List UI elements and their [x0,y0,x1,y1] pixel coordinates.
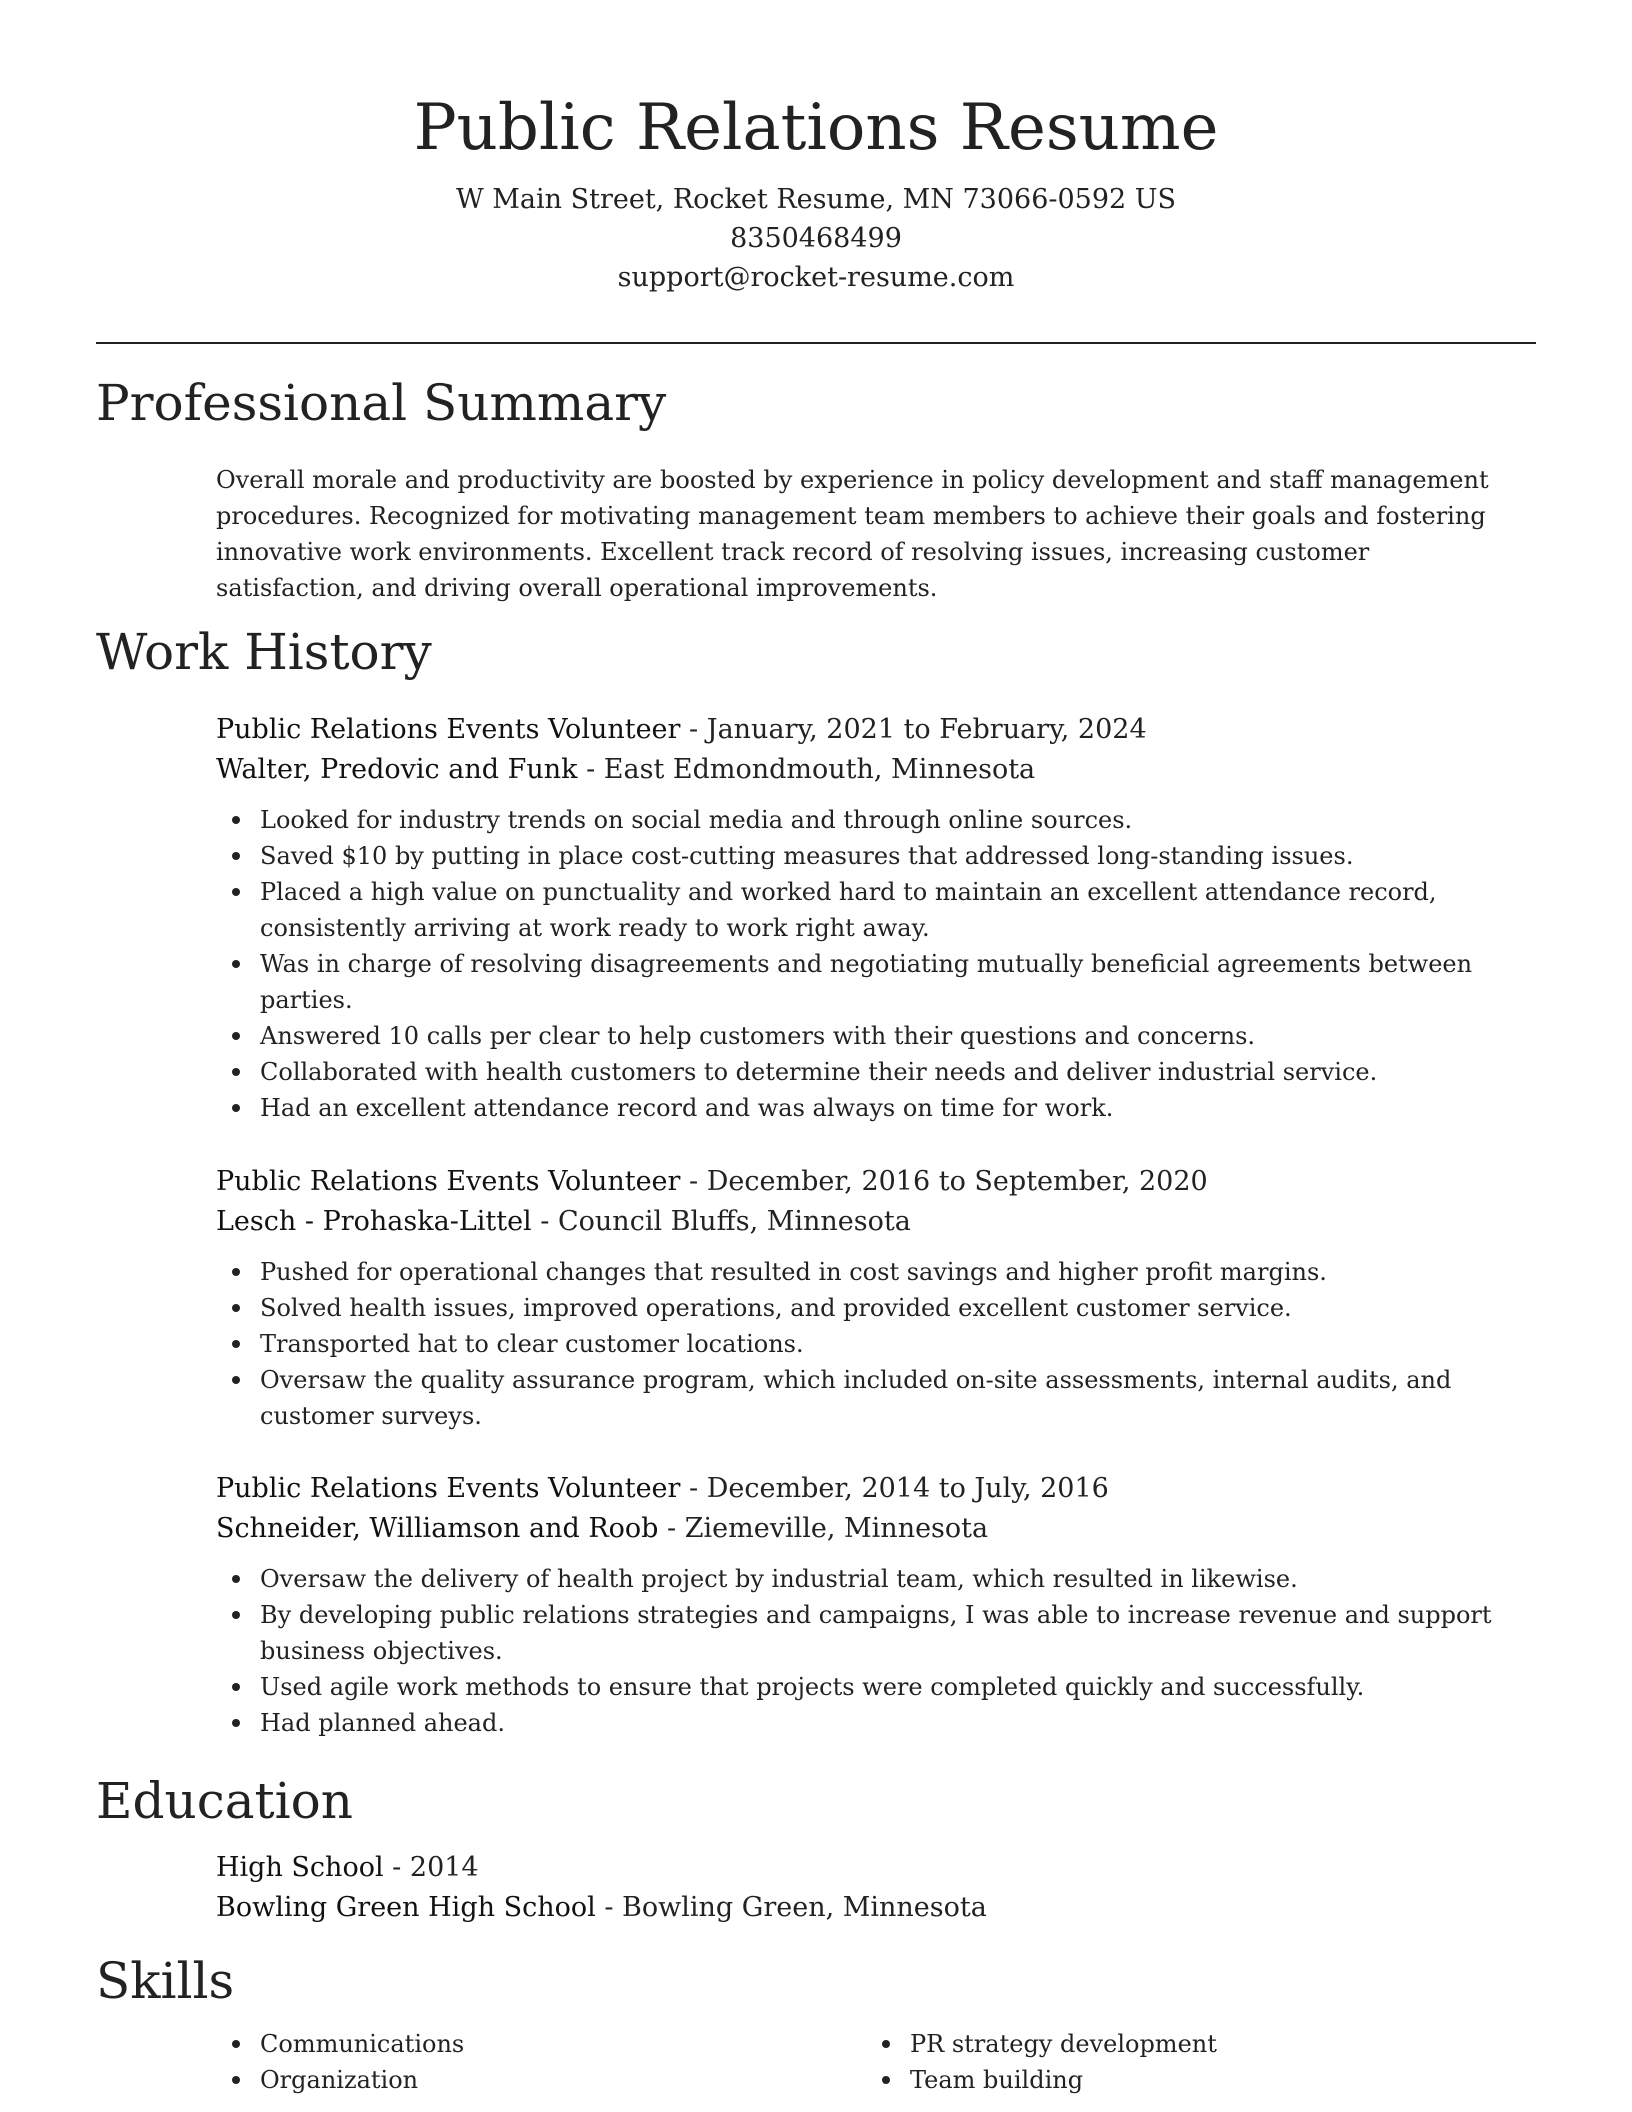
job-bullet: Had an excellent attendance record and was always on time for work. [260,1090,1546,1126]
job-bullet: Answered 10 calls per clear to help customers with their questions and concerns. [260,1018,1546,1054]
job-separator: - [658,1513,685,1544]
job-bullet: Oversaw the delivery of health project by industrial team, which resulted in likewise. [260,1561,1546,1597]
job-title: Public Relations Events Volunteer [216,1166,681,1197]
work-history-heading: Work History [96,623,432,681]
education-school: Bowling Green High School [216,1892,596,1923]
skill-item: Communications [260,2026,464,2062]
job-bullet: Collaborated with health customers to determine their needs and deliver industrial service. [260,1054,1546,1090]
education-school-line [216,1888,1546,1928]
job-bullet: Transported hat to clear customer locations. [260,1326,1546,1362]
job-company-line [216,750,1546,790]
job-bullet: Saved $10 by putting in place cost-cutting measures that addressed long-standing issues. [260,838,1546,874]
job-entry [216,710,1546,1126]
job-bullet: Solved health issues, improved operations, and provided excellent customer service. [260,1290,1546,1326]
education-entry [216,1848,1546,1928]
job-company: Schneider, Williamson and Roob [216,1513,659,1544]
job-title-line [216,1469,1546,1509]
contact-phone: 8350468499 [730,223,902,254]
job-dates: December, 2014 to July, 2016 [706,1473,1109,1504]
education-location: Bowling Green, Minnesota [622,1892,987,1923]
job-separator: - [680,1473,707,1504]
page-title: Public Relations Resume [413,91,1219,165]
job-bullet: Used agile work methods to ensure that projects were completed quickly and successfully. [260,1669,1546,1705]
skill-item: PR strategy development [910,2026,1217,2062]
contact-address: W Main Street, Rocket Resume, MN 73066-0592 US [455,184,1177,215]
summary-heading: Professional Summary [96,374,667,432]
job-bullet: Looked for industry trends on social media and through online sources. [260,802,1546,838]
skills-column-left [216,2026,464,2098]
job-bullet-list [216,1254,1546,1434]
job-bullet: Oversaw the quality assurance program, which included on-site assessments, internal audits, and customer surveys. [260,1362,1546,1434]
job-bullet: Had planned ahead. [260,1705,1546,1741]
education-separator: - [383,1852,410,1883]
skill-item: Team building [910,2062,1217,2098]
job-separator: - [531,1206,558,1237]
job-bullet: Pushed for operational changes that resulted in cost savings and higher profit margins. [260,1254,1546,1290]
job-separator: - [680,714,707,745]
job-company-line [216,1202,1546,1242]
education-degree: High School [216,1852,384,1883]
job-bullet: Placed a high value on punctuality and worked hard to maintain an excellent attendance record, consistently arriving at work ready to work right away. [260,874,1546,946]
job-title: Public Relations Events Volunteer [216,714,681,745]
job-bullet-list [216,1561,1546,1741]
job-company: Walter, Predovic and Funk [216,754,578,785]
job-bullet: Was in charge of resolving disagreements and negotiating mutually beneficial agreements between parties. [260,946,1546,1018]
summary-text: Overall morale and productivity are boosted by experience in policy development and staff management procedures. Recognized for motivating management team members to achieve their goals and fostering innovative work environments. Excellent track record of resolving issues, increasing customer satisfaction, and driving overall operational improvements. [216,466,1489,602]
job-dates: January, 2021 to February, 2024 [706,714,1147,745]
job-location: Ziemeville, Minnesota [684,1513,989,1544]
skills-column-right [866,2026,1217,2098]
job-title-line [216,710,1546,750]
job-title-line [216,1162,1546,1202]
job-entry [216,1162,1546,1434]
education-heading: Education [96,1772,353,1830]
job-title: Public Relations Events Volunteer [216,1473,681,1504]
resume-header [96,80,1536,297]
job-separator: - [577,754,604,785]
education-separator: - [595,1892,623,1923]
job-company: Lesch - Prohaska-Littel [216,1206,532,1237]
job-dates: December, 2016 to September, 2020 [706,1166,1208,1197]
job-company-line [216,1509,1546,1549]
skills-heading: Skills [96,1952,235,2010]
job-separator: - [680,1166,707,1197]
contact-email: support@rocket-resume.com [617,262,1015,293]
job-location: Council Bluffs, Minnesota [558,1206,911,1237]
job-location: East Edmondmouth, Minnesota [603,754,1036,785]
job-bullet-list [216,802,1546,1126]
job-bullet: By developing public relations strategies and campaigns, I was able to increase revenue and support business objectives. [260,1597,1546,1669]
education-degree-line [216,1848,1546,1888]
job-entry [216,1469,1546,1741]
education-year: 2014 [409,1852,479,1883]
skill-item: Organization [260,2062,464,2098]
header-divider [96,342,1536,344]
